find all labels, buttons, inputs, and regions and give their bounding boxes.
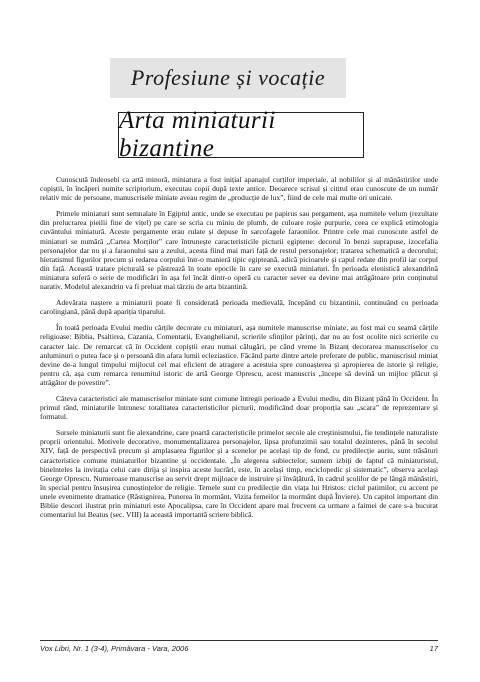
paragraph: Cunoscută îndeosebi ca artă minoră, miniatura a fost inițial apanajul curților imperiale, al nobililor și al mănăstirilor unde copiștii, în încăperi numite scriptorium, executau copii după texte antice. Deoarece scrisul și cititul erau cunoscute de un număr relativ mic de persoane, manuscrisele miniate aveau regim de „producție de lux”, fiind de cele mai multe ori unicate. — [40, 175, 438, 203]
section-banner: Profesiune și vocație — [110, 58, 346, 98]
footer-divider — [40, 640, 438, 641]
paragraph: Primele miniaturi sunt semnalate în Egiptul antic, unde se executau pe papirus sau pergament, așa numitele velum (rezultate din prelucrarea pieilii fine de vițel) pe care se scria cu miniu de plumb, de culoare roșie purpurie, ceea ce explică etimologia cuvântului miniatură. Aceste pergamente erau rulate și depuse în sarcofagele faraonilor. Printre cele mai cunoscute astfel de miniaturi se numără „Cartea Morților” care întrunește caracteristicile picturii egiptene: decorul în benzi suprapuse, izocefalia personajelor dar nu și a faraonului sau a zeului, acesta fiind mai mari față de restul personajelor; tratarea schematică a decorului; hieratismul figurilor precum și redarea corpului într-o manieră tipic egipteană, adică picioarele și capul redate din profil iar corpul din față. Această tratare picturală se păstrează în toate epocile în care se execută miniaturi. În perioada elenistică alexandrină miniatura suferă o serie de modificări în așa fel încât dintr-o operă cu caracter sever ea devine mai atrăgătoare prin conținutul narativ. Modelul alexandrin va fi preluat mai târziu de arta bizantină. — [40, 209, 438, 292]
article-body — [40, 175, 438, 519]
paragraph: În toată perioada Evului mediu cărțile decorate cu miniaturi, așa numitele manuscrise miniate, au fost mai cu seamă cărțile religioase: Biblia, Psaltirea, Cazania, Comentarii, Evangheliarul, scrierile sfinților părinți, dar nu au fost ocolite nici scrierile cu caracter laic. De remarcat că în Occident copiștii erau numai călugări, pe când vreme în Bizanț decorarea manuscriselor cu anluminuri o putea face și o persoană din afara lumii ecleziastice. Făcând parte dintre artele preferate de public, manuscrisul miniat devine de-a lungul timpului mijlocul cel mai eficient de atragere a acestuia spre cunoașterea și apropierea de istorie și religie, pentru că, așa cum remarca renumitul istoric de artă George Oprescu, acest manuscris „începe să devină un mijloc plăcut și atrăgător de povestire”. — [40, 323, 438, 387]
article-title: Arta miniaturii bizantine — [118, 112, 364, 158]
paragraph: Sursele miniaturii sunt fie alexandrine, care poartă caracteristicile primelor secole ale creștinismului, fie tendințele naturaliste proprii orientului. Motivele decorative, monumentalizarea personajelor, lipsa profunzimii sau totalul dezinteres, până în secolul XIV, față de perspectivă precum și amplasarea figurilor și a scenelor pe același tip de fond, cu predilecție auriu, sunt trăsături caracteristice comune miniaturilor bizantine și occidentale. „În alegerea subiectelor, suntem izbiți de faptul că miniaturistul, binelnteles la invitația celui care dirija și inspira aceste lucrări, este, în același timp, enciclopedic și sistematic”, observa același George Oprescu. Numeroase manuscrise au servit drept mijloace de instruire și învățătură, în cadrul școlilor de pe lângă mănăstiri, în special pentru însușirea cunoștințelor de religie. Temele sunt cu predilecție din viața lui Hristos: ciclul patimilor, cu accent pe unele evenimente dramatice (Răstignirea, Punerea în mormânt, Vizita femeilor la mormânt după Înviere). Un capitol important din Biblie descori ilustrat prin miniaturi este Apocalipsa, care în Occident apare mai frecvent ca urmare a faimei de care s-a bucurat comentariul lui Beatus (sec. VIII) la această importantă scriere biblică. — [40, 428, 438, 520]
paragraph: Adevărata naștere a miniaturii poate fi considerată perioada medievală, începând cu bizantinii, continuând cu perioada carolingiană, până după apariția tiparului. — [40, 298, 438, 317]
paragraph: Câteva caracteristici ale manuscriselor miniate sunt comune întregii perioade a Evului mediu, din Bizanț până în Occident. În primul rând, miniaturile întrunesc totalitatea caracteristicilor picturii, modificând doar proporția sau „scara” de reprezentare și formatul. — [40, 393, 438, 422]
footer-journal: Vox Libri, Nr. 1 (3-4), Primăvara - Vara, 2006 — [40, 644, 189, 653]
page-number: 17 — [429, 644, 438, 653]
